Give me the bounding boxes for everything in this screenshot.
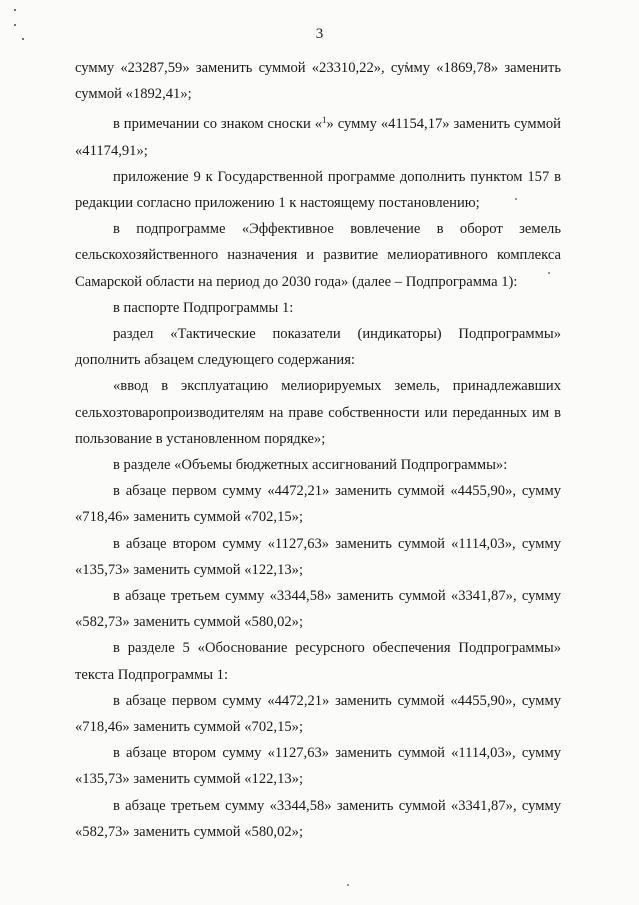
paragraph-11: в абзаце третьем сумму «3344,58» заменить суммой «3341,87», сумму «582,73» заменить суммой «580,02»; [75, 588, 561, 631]
page-number: 3 [315, 26, 324, 42]
document-body [75, 55, 561, 845]
paragraph-6: раздел «Тактические показатели (индикаторы) Подпрограммы» дополнить абзацем следующего содержания: [75, 326, 561, 369]
paragraph-8: в разделе «Объемы бюджетных ассигнований Подпрограммы»: [113, 457, 508, 474]
paragraph-12: в разделе 5 «Обоснование ресурсного обеспечения Подпрограммы» текста Подпрограммы 1: [75, 640, 561, 683]
scan-speck [347, 884, 349, 886]
paragraph-1: сумму «23287,59» заменить суммой «23310,22», сумму «1869,78» заменить суммой «1892,41»; [75, 60, 561, 103]
paragraph-10: в абзаце втором сумму «1127,63» заменить суммой «1114,03», сумму «135,73» заменить суммой «122,13»; [75, 535, 561, 578]
paragraph-13: в абзаце первом сумму «4472,21» заменить суммой «4455,90», сумму «718,46» заменить суммой «702,15»; [75, 692, 561, 736]
paragraph-9: в абзаце первом сумму «4472,21» заменить суммой «4455,90», сумму «718,46» заменить суммой «702,15»; [75, 483, 561, 526]
paragraph-5: в паспорте Подпрограммы 1: [113, 299, 294, 316]
paragraph-15: в абзаце третьем сумму «3344,58» заменить суммой «3341,87», сумму «582,73» заменить суммой «580,02»; [75, 797, 561, 840]
paragraph-14: в абзаце втором сумму «1127,63» заменить суммой «1114,03», сумму «135,73» заменить суммой «122,13»; [75, 745, 561, 788]
paragraph-2-text-before: в примечании со знаком сноски « [113, 116, 323, 133]
binding-mark [14, 9, 16, 11]
footnote-marker: 1 [322, 115, 327, 126]
paragraph-3: приложение 9 к Государственной программе дополнить пунктом 157 в редакции согласно приложению 1 к настоящему постановлению; [75, 168, 561, 212]
paragraph-7: «ввод в эксплуатацию мелиорируемых земель, принадлежавших сельхозтоваропроизводителям на праве собственности или переданных им в пользование в установленном порядке»; [75, 378, 561, 447]
paragraph-4: в подпрограмме «Эффективное вовлечение в оборот земель сельскохозяйственного назначения и развитие мелиоративного комплекса Самарской области на период до 2030 года» (далее – Подпрограмма 1): [75, 221, 561, 290]
paragraph-2 [75, 107, 561, 163]
paragraph-2-text-after: » сумму «41154,17» заменить суммой «41174,91»; [75, 116, 561, 159]
